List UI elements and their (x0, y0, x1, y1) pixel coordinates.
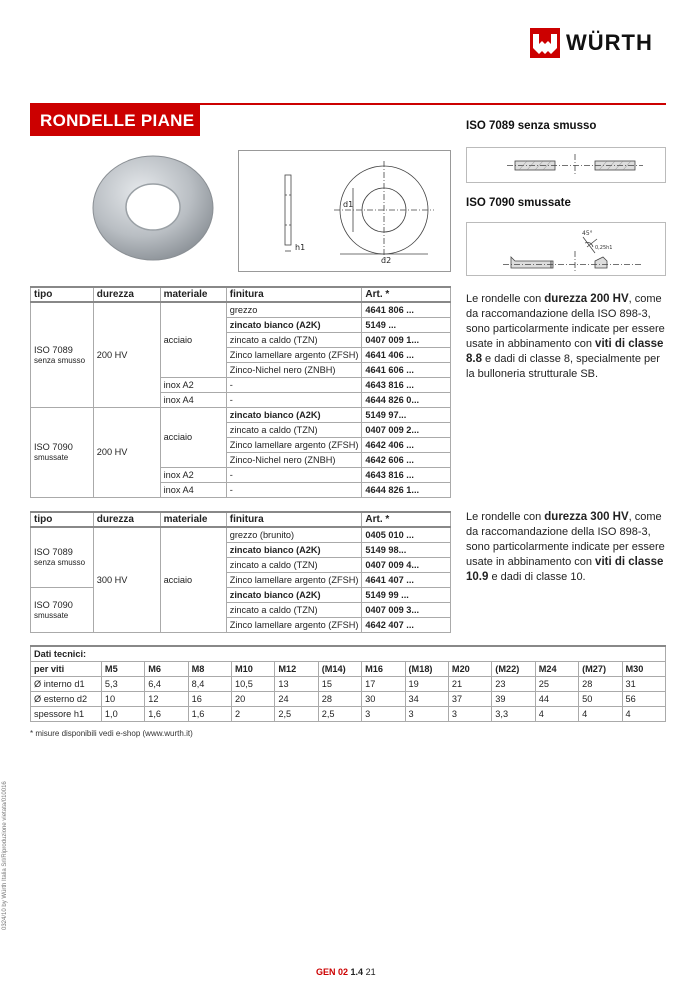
tech-cell: M6 (145, 661, 188, 676)
tech-cell: 1,6 (188, 706, 231, 721)
durezza-cell: 300 HV (93, 527, 160, 632)
col-finitura: finitura (226, 512, 362, 527)
art-cell: 4641 806 ... (362, 302, 451, 317)
row-label: spessore h1 (31, 706, 102, 721)
tech-cell: 4 (535, 706, 578, 721)
art-cell: 4642 407 ... (362, 617, 451, 632)
tech-cell: 1,0 (101, 706, 144, 721)
tech-cell: M16 (362, 661, 405, 676)
finitura-cell: Zinco-Nichel nero (ZNBH) (226, 362, 362, 377)
art-cell: 4642 406 ... (362, 437, 451, 452)
tech-cell: (M27) (579, 661, 622, 676)
finitura-cell: zincato bianco (A2K) (226, 407, 362, 422)
tech-cell: 17 (362, 676, 405, 691)
tech-cell: M30 (622, 661, 665, 676)
text-200hv: Le rondelle con durezza 200 HV, come da raccomandazione della ISO 898-3, sono particolarmente indicate per essere usate in abbinamento con viti di classe 8.8 e dadi di classe 8, specialmente per la bulloneria strutturale SB. (466, 293, 665, 380)
art-cell: 4643 816 ... (362, 377, 451, 392)
materiale-cell: inox A2 (160, 377, 226, 392)
col-tipo: tipo (31, 287, 94, 302)
finitura-cell: zincato bianco (A2K) (226, 317, 362, 332)
tech-row-d2 (31, 691, 666, 706)
col-durezza: durezza (93, 512, 160, 527)
page-title: RONDELLE PIANE (30, 105, 200, 136)
finitura-cell: Zinco-Nichel nero (ZNBH) (226, 452, 362, 467)
washer-photo (88, 150, 218, 265)
tipo-cell: ISO 7089 senza smusso (31, 302, 94, 407)
art-cell: 0407 009 4... (362, 557, 451, 572)
tech-cell: 28 (579, 676, 622, 691)
art-cell: 4641 406 ... (362, 347, 451, 362)
art-cell: 4641 606 ... (362, 362, 451, 377)
art-cell: 4642 606 ... (362, 452, 451, 467)
row-label: Ø esterno d2 (31, 691, 102, 706)
wurth-logo-icon (530, 28, 560, 58)
tech-cell: M5 (101, 661, 144, 676)
materiale-cell: inox A2 (160, 467, 226, 482)
row-label: per viti (31, 661, 102, 676)
h1-label: h1 (295, 243, 306, 252)
durezza-cell: 200 HV (93, 302, 160, 407)
tech-cell: 4 (579, 706, 622, 721)
tech-cell: 21 (448, 676, 491, 691)
tech-cell: 10,5 (231, 676, 274, 691)
col-tipo: tipo (31, 512, 94, 527)
tech-cell: (M22) (492, 661, 535, 676)
col-finitura: finitura (226, 287, 362, 302)
durezza-cell: 200 HV (93, 407, 160, 497)
tech-row-h1 (31, 706, 666, 721)
art-cell: 0407 009 1... (362, 332, 451, 347)
tech-cell: 23 (492, 676, 535, 691)
tech-cell: 39 (492, 691, 535, 706)
tech-cell: 5,3 (101, 676, 144, 691)
tech-title: Dati tecnici: (31, 646, 666, 661)
finitura-cell: zincato a caldo (TZN) (226, 422, 362, 437)
tech-cell: M8 (188, 661, 231, 676)
art-cell: 5149 ... (362, 317, 451, 332)
d2-label: d2 (381, 256, 392, 265)
tech-cell: 12 (145, 691, 188, 706)
materiale-cell: acciaio (160, 407, 226, 467)
tech-cell: 28 (318, 691, 361, 706)
footer-section: 1.4 (350, 967, 364, 977)
table-200hv (30, 286, 451, 498)
bevel-ratio-label: 0,25h1 (595, 245, 613, 251)
iso7089-heading: ISO 7089 senza smusso (466, 120, 597, 132)
footer-page: 21 (365, 967, 376, 977)
finitura-cell: - (226, 377, 362, 392)
col-art: Art. * (362, 287, 451, 302)
tech-cell: M10 (231, 661, 274, 676)
text-300hv: Le rondelle con durezza 300 HV, come da raccomandazione della ISO 898-3, sono particolarmente indicate per essere usate in abbinamento con viti di classe 10.9 e dadi di classe 10. (466, 511, 665, 583)
tech-cell: 25 (535, 676, 578, 691)
finitura-cell: Zinco lamellare argento (ZFSH) (226, 617, 362, 632)
tech-cell: 19 (405, 676, 448, 691)
footnote: * misure disponibili vedi e-shop (www.wurth.it) (30, 729, 193, 738)
technical-drawing (238, 150, 451, 272)
tech-cell: 34 (405, 691, 448, 706)
tech-cell: M24 (535, 661, 578, 676)
tech-cell: 13 (275, 676, 318, 691)
tech-cell: 3 (405, 706, 448, 721)
tech-data-table (30, 645, 666, 722)
col-materiale: materiale (160, 287, 226, 302)
page-footer (316, 967, 376, 977)
art-cell: 0407 009 3... (362, 602, 451, 617)
tipo-cell: ISO 7090 smussate (31, 587, 94, 632)
tech-cell: 30 (362, 691, 405, 706)
tech-cell: (M14) (318, 661, 361, 676)
col-durezza: durezza (93, 287, 160, 302)
tech-cell: 6,4 (145, 676, 188, 691)
art-cell: 4644 826 0... (362, 392, 451, 407)
materiale-cell: inox A4 (160, 392, 226, 407)
tech-cell: 44 (535, 691, 578, 706)
tech-cell: 20 (231, 691, 274, 706)
tech-cell: 1,6 (145, 706, 188, 721)
finitura-cell: Zinco lamellare argento (ZFSH) (226, 347, 362, 362)
tech-row-sizes (31, 661, 666, 676)
side-text: 0324/10 by Würth Italia Srl/Riproduzione vietata/010016 (2, 781, 8, 930)
tipo-cell: ISO 7089 senza smusso (31, 527, 94, 587)
iso7089-drawing (466, 147, 666, 183)
finitura-cell: zincato a caldo (TZN) (226, 332, 362, 347)
tech-cell: 24 (275, 691, 318, 706)
wurth-logo (530, 28, 653, 58)
tech-cell: 8,4 (188, 676, 231, 691)
finitura-cell: - (226, 482, 362, 497)
tech-cell: 16 (188, 691, 231, 706)
iso7090-heading: ISO 7090 smussate (466, 197, 571, 209)
tech-cell: 4 (622, 706, 665, 721)
col-materiale: materiale (160, 512, 226, 527)
art-cell: 5149 99 ... (362, 587, 451, 602)
materiale-cell: acciaio (160, 302, 226, 377)
tech-cell: 3,3 (492, 706, 535, 721)
finitura-cell: zincato a caldo (TZN) (226, 602, 362, 617)
tech-cell: 3 (362, 706, 405, 721)
tech-cell: M12 (275, 661, 318, 676)
tech-cell: 56 (622, 691, 665, 706)
finitura-cell: Zinco lamellare argento (ZFSH) (226, 437, 362, 452)
tech-cell: 10 (101, 691, 144, 706)
d1-label: d1 (343, 200, 354, 209)
art-cell: 5149 97... (362, 407, 451, 422)
art-cell: 0407 009 2... (362, 422, 451, 437)
footer-gen: GEN 02 (316, 967, 349, 977)
col-art: Art. * (362, 512, 451, 527)
finitura-cell: - (226, 392, 362, 407)
finitura-cell: - (226, 467, 362, 482)
iso7090-drawing (466, 222, 666, 276)
tech-cell: 50 (579, 691, 622, 706)
art-cell: 4644 826 1... (362, 482, 451, 497)
tech-cell: 2 (231, 706, 274, 721)
finitura-cell: zincato bianco (A2K) (226, 542, 362, 557)
tipo-cell: ISO 7090 smussate (31, 407, 94, 497)
finitura-cell: Zinco lamellare argento (ZFSH) (226, 572, 362, 587)
tech-cell: 2,5 (318, 706, 361, 721)
tech-cell: M20 (448, 661, 491, 676)
finitura-cell: grezzo (brunito) (226, 527, 362, 542)
finitura-cell: grezzo (226, 302, 362, 317)
tech-cell: 3 (448, 706, 491, 721)
tech-row-d1 (31, 676, 666, 691)
finitura-cell: zincato a caldo (TZN) (226, 557, 362, 572)
brand-name: WÜRTH (566, 30, 653, 55)
art-cell: 4643 816 ... (362, 467, 451, 482)
tech-cell: 2,5 (275, 706, 318, 721)
tech-cell: (M18) (405, 661, 448, 676)
materiale-cell: inox A4 (160, 482, 226, 497)
art-cell: 5149 98... (362, 542, 451, 557)
table-300hv (30, 511, 451, 633)
tech-cell: 31 (622, 676, 665, 691)
finitura-cell: zincato bianco (A2K) (226, 587, 362, 602)
tech-cell: 37 (448, 691, 491, 706)
materiale-cell: acciaio (160, 527, 226, 632)
art-cell: 4641 407 ... (362, 572, 451, 587)
bevel-angle-label: 45° (582, 230, 593, 237)
tech-cell: 15 (318, 676, 361, 691)
row-label: Ø interno d1 (31, 676, 102, 691)
art-cell: 0405 010 ... (362, 527, 451, 542)
